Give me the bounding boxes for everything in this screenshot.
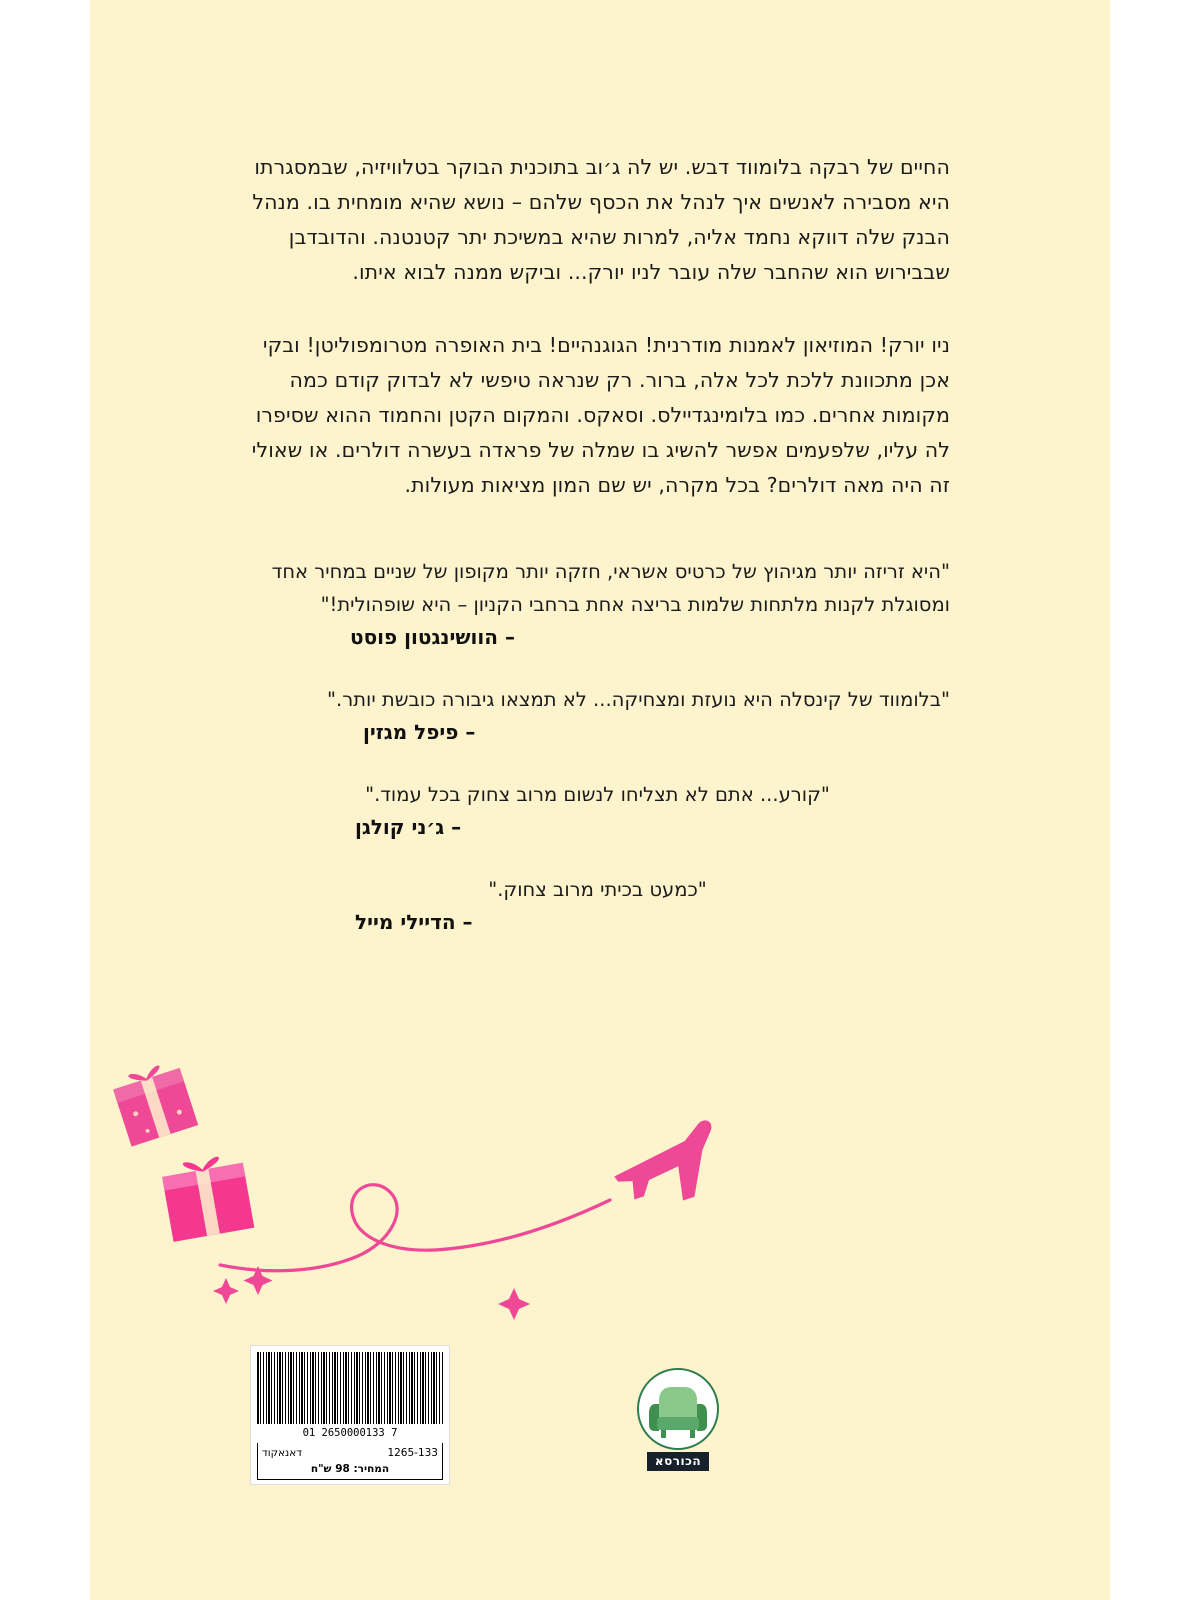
quote-source: – ג׳ני קולגן — [355, 815, 462, 839]
quote-text: "כמעט בכיתי מרוב צחוק." — [488, 878, 707, 901]
review-quote — [245, 555, 950, 649]
publisher-name: הכורסא — [647, 1452, 709, 1471]
quote-text: "היא זריזה יותר מגיהוץ של כרטיס אשראי, חזקה יותר מקופון של שניים במחיר אחד ומסוגלת לקנות מלתחות שלמות בריצה אחת ברחבי הקניון – היא שופהולית!" — [271, 560, 950, 616]
review-quotes — [245, 555, 950, 934]
price-label: המחיר: — [353, 1463, 390, 1475]
quote-text: "קורע... אתם לא תצליחו לנשום מרוב צחוק בכל עמוד." — [365, 783, 830, 806]
quote-source: – הדיילי מייל — [355, 910, 473, 934]
review-quote — [245, 778, 950, 839]
gift-box-icon — [110, 1060, 198, 1147]
barcode-number: 01 2650000133 7 — [302, 1427, 398, 1439]
barcode-block — [250, 1345, 450, 1485]
price-value: 98 ש"ח — [310, 1463, 350, 1475]
gift-box-icon — [160, 1152, 254, 1241]
blurb-paragraph-1: החיים של רבקה בלומווד דבש. יש לה ג׳וב בתוכנית הבוקר בטלוויזיה, שבמסגרתו היא מסבירה לאנשים איך לנהל את הכסף שלהם – נושא שהיא מומחית בו. מנהל הבנק שלה דווקא נחמד אליה, למרות שהיא במשיכת יתר קטנטנה. והדובדבן שבבירוש הוא שהחבר שלה עובר לניו יורק... וביקש ממנה לבוא איתו. — [252, 155, 950, 284]
review-quote — [245, 683, 950, 744]
decorative-illustration — [90, 1060, 1110, 1360]
catalog-label: דאנאקוד — [262, 1447, 303, 1459]
price-box — [257, 1443, 443, 1480]
star-icon — [213, 1266, 530, 1320]
review-quote — [245, 873, 950, 934]
armchair-icon — [637, 1368, 719, 1450]
catalog-value: 1265-133 — [387, 1447, 438, 1459]
barcode-image — [257, 1352, 443, 1424]
cover-text-content — [90, 150, 1110, 968]
airplane-icon — [606, 1119, 730, 1219]
quote-source: – הוושינגטון פוסט — [350, 625, 515, 649]
quote-text: "בלומווד של קינסלה היא נועזת ומצחיקה... לא תמצאו גיבורה כובשת יותר." — [327, 688, 950, 711]
blurb-paragraph-2: ניו יורק! המוזיאון לאמנות מודרנית! הגוגנהיים! בית האופרה מטרומפוליטן! ובקי אכן מתכוונת ללכת לכל אלה, ברור. רק שנראה טיפשי לא לבדוק קודם כמה מקומות אחרים. כמו בלומינגדיילס. וסאקס. והמקום הקטן והחמוד ההוא שסיפרו לה עליו, שלפעמים אפשר להשיג בו שמלה של פראדה בעשרה דולרים. או שאולי זה היה מאה דולרים? בכל מקרה, יש שם המון מציאות מעולות. — [251, 333, 950, 497]
quote-source: – פיפל מגזין — [363, 720, 476, 744]
book-back-cover — [90, 0, 1110, 1600]
publisher-logo — [635, 1368, 721, 1471]
